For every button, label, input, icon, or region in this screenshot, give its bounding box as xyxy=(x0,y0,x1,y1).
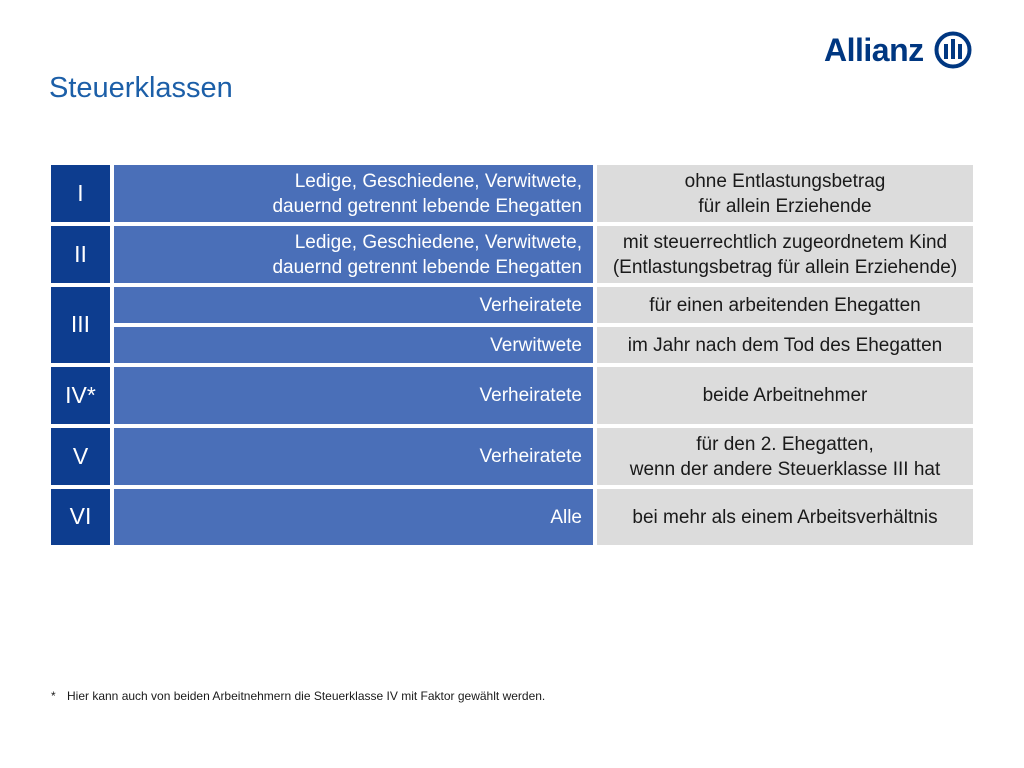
table-row-class-1 xyxy=(51,165,973,222)
description-cell: beide Arbeitnehmer xyxy=(597,367,973,424)
table-row-class-6 xyxy=(51,489,973,545)
group-cell: Verwitwete xyxy=(114,327,593,363)
table-row-class-2 xyxy=(51,226,973,283)
allianz-eagle-icon xyxy=(934,31,972,69)
tax-class-cell: III xyxy=(51,287,110,363)
group-cell: Verheiratete xyxy=(114,428,593,485)
tax-class-cell: VI xyxy=(51,489,110,545)
table-row-class-3 xyxy=(51,287,973,363)
logo-wordmark: Allianz xyxy=(824,32,924,68)
description-cell: ohne Entlastungsbetrag für allein Erziehende xyxy=(597,165,973,222)
tax-class-cell: I xyxy=(51,165,110,222)
description-cell: mit steuerrechtlich zugeordnetem Kind (Entlastungsbetrag für allein Erziehende) xyxy=(597,226,973,283)
page-title: Steuerklassen xyxy=(49,72,233,104)
description-cell: im Jahr nach dem Tod des Ehegatten xyxy=(597,327,973,363)
table-row-class-5 xyxy=(51,428,973,485)
tax-class-cell: IV* xyxy=(51,367,110,424)
footnote-text: Hier kann auch von beiden Arbeitnehmern die Steuerklasse IV mit Faktor gewählt werden. xyxy=(67,689,546,703)
footnote xyxy=(51,688,545,704)
group-cell: Ledige, Geschiedene, Verwitwete, dauernd getrennt lebende Ehegatten xyxy=(114,226,593,283)
description-cell: bei mehr als einem Arbeitsverhältnis xyxy=(597,489,973,545)
allianz-logo xyxy=(824,30,972,70)
tax-class-cell: II xyxy=(51,226,110,283)
footnote-marker: * xyxy=(51,689,56,703)
group-cell: Ledige, Geschiedene, Verwitwete, dauernd getrennt lebende Ehegatten xyxy=(114,165,593,222)
group-cell: Verheiratete xyxy=(114,367,593,424)
table-row-class-4 xyxy=(51,367,973,424)
description-cell: für einen arbeitenden Ehegatten xyxy=(597,287,973,323)
description-cell: für den 2. Ehegatten, wenn der andere Steuerklasse III hat xyxy=(597,428,973,485)
group-cell: Verheiratete xyxy=(114,287,593,323)
tax-class-cell: V xyxy=(51,428,110,485)
group-cell: Alle xyxy=(114,489,593,545)
